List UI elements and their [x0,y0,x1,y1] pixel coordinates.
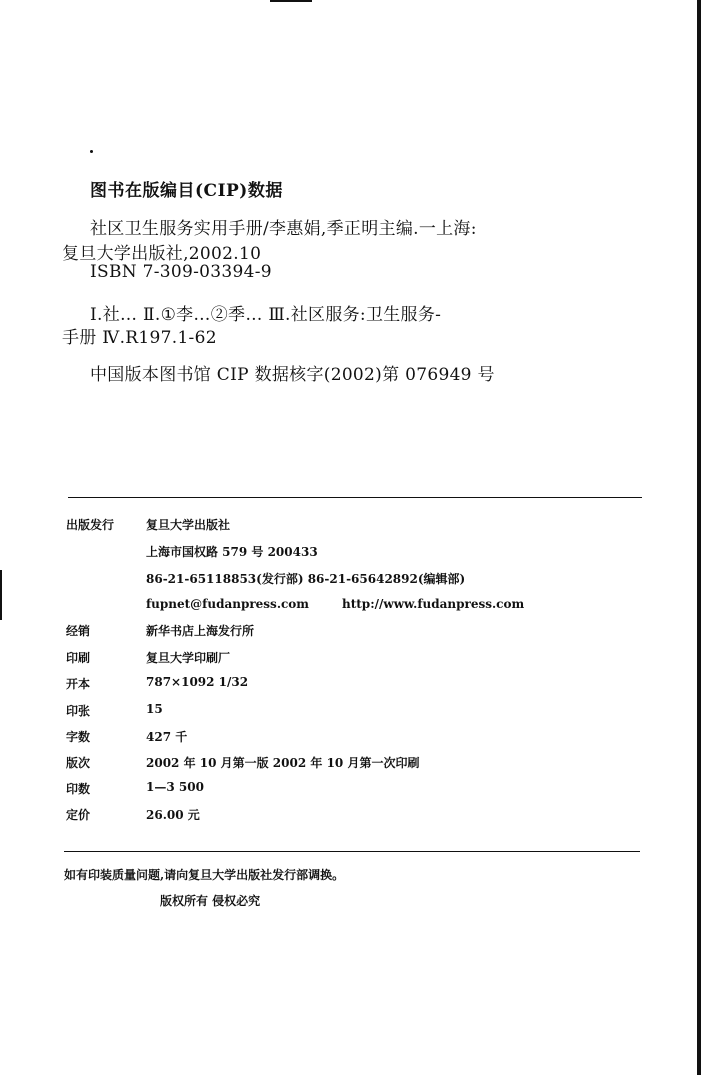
cip-title: 图书在版编目(CIP)数据 [90,181,283,201]
publisher-phones: 86-21-65118853(发行部) 86-21-65642892(编辑部) [146,572,466,586]
format-value: 787×1092 1/32 [146,675,249,689]
page-right-edge [697,0,701,1075]
page-left-mark [0,570,2,620]
cip-title-line: 社区卫生服务实用手册/李惠娟,季正明主编.一上海: [90,219,477,239]
quality-notice: 如有印装质量问题,请向复旦大学出版社发行部调换。 [64,868,345,882]
price-value: 26.00 元 [146,808,200,822]
word-count-label: 字数 [66,730,91,744]
colophon-top-rule [68,497,642,498]
printer-label: 印刷 [66,651,91,665]
speck-mark [90,150,93,153]
publisher-address: 上海市国权路 579 号 200433 [146,545,318,559]
cip-isbn: ISBN 7-309-03394-9 [90,262,272,282]
cip-subject-line-1: Ⅰ.社… Ⅱ.①李…②季… Ⅲ.社区服务:卫生服务- [90,305,442,325]
price-label: 定价 [66,808,91,822]
edition-value: 2002 年 10 月第一版 2002 年 10 月第一次印刷 [146,756,420,770]
print-run-label: 印数 [66,782,91,796]
printer-value: 复旦大学印刷厂 [146,651,231,665]
publisher-label: 出版发行 [66,518,115,532]
print-run-value: 1—3 500 [146,780,204,794]
distributor-label: 经销 [66,624,91,638]
publisher-email: fupnet@fudanpress.com [146,597,310,611]
distributor-value: 新华书店上海发行所 [146,624,255,638]
top-edge-line [270,0,312,2]
cip-publisher-line: 复旦大学出版社,2002.10 [62,244,262,264]
cip-subject-line-2: 手册 Ⅳ.R197.1-62 [62,328,217,348]
sheets-label: 印张 [66,704,91,718]
sheets-value: 15 [146,702,163,716]
publisher-name: 复旦大学出版社 [146,518,231,532]
word-count-value: 427 千 [146,730,188,744]
cip-verification: 中国版本图书馆 CIP 数据核字(2002)第 076949 号 [90,365,495,385]
format-label: 开本 [66,677,91,691]
publisher-website: http://www.fudanpress.com [342,597,525,611]
colophon-bottom-rule [64,851,640,852]
copyright-notice: 版权所有 侵权必究 [160,894,261,908]
edition-label: 版次 [66,756,91,770]
